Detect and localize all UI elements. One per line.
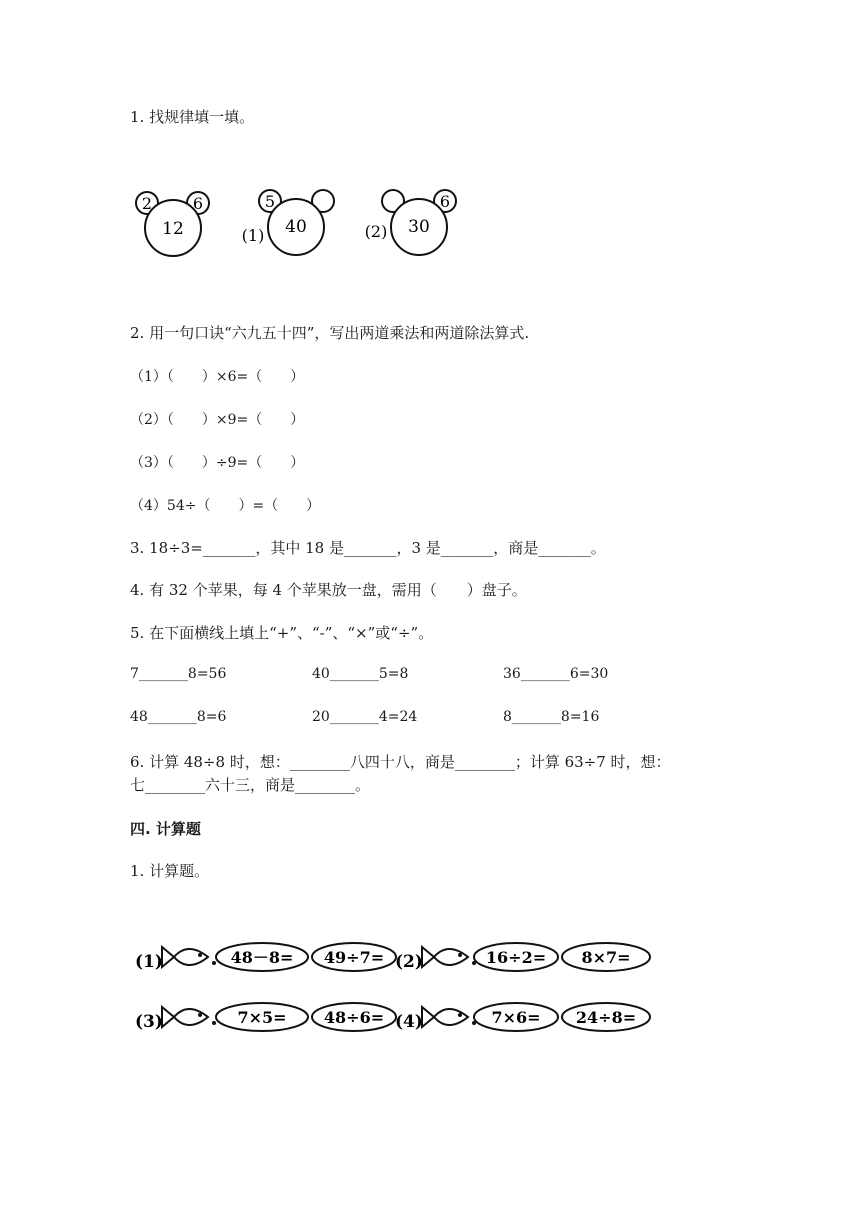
- section4-q1-title: 1. 计算题。: [130, 862, 210, 880]
- fish-calculation-figure: [130, 935, 655, 1035]
- fish-icon: [422, 947, 476, 967]
- bear-figure-1: [136, 192, 209, 256]
- q2-item-4: （4）54÷（ ）=（ ）: [130, 498, 321, 514]
- fish-eq-4a: 7×6=: [491, 1008, 541, 1027]
- fish-eq-3a: 7×5=: [237, 1008, 287, 1027]
- fish-label-1: (1): [135, 952, 163, 972]
- bear1-right-value: 6: [192, 194, 204, 213]
- q5-eq-1: 7_______8=56: [130, 666, 227, 682]
- q1-title: 1. 找规律填一填。: [130, 108, 255, 126]
- q1-bear-figures: [125, 185, 475, 265]
- bear3-center-value: 30: [408, 217, 430, 237]
- q5-eq-6: 8_______8=16: [503, 709, 600, 725]
- q2-item-2: （2）（ ）×9=（ ）: [130, 412, 305, 428]
- fish-row-2: [135, 1003, 650, 1032]
- bear-figure-3: [365, 190, 456, 255]
- fish-eq-1b: 49÷7=: [323, 948, 385, 967]
- q4-text: 4. 有 32 个苹果，每 4 个苹果放一盘，需用（ ）盘子。: [130, 581, 527, 599]
- bear2-left-value: 5: [264, 192, 276, 211]
- bear3-right-value: 6: [439, 192, 451, 211]
- fish-row-1: [135, 943, 650, 972]
- q5-eq-5: 20_______4=24: [312, 709, 418, 725]
- bear3-label: (2): [364, 222, 388, 241]
- q2-title: 2. 用一句口诀“六九五十四”，写出两道乘法和两道除法算式.: [130, 324, 530, 342]
- fish-label-3: (3): [135, 1012, 163, 1032]
- fish-eq-2b: 8×7=: [581, 948, 631, 967]
- q5-eq-2: 40_______5=8: [312, 666, 409, 682]
- bear2-center-value: 40: [285, 217, 307, 237]
- q2-item-3: （3）（ ）÷9=（ ）: [130, 455, 305, 471]
- fish-eq-2a: 16÷2=: [485, 948, 547, 967]
- fish-eq-3b: 48÷6=: [323, 1008, 385, 1027]
- q5-eq-4: 48_______8=6: [130, 709, 227, 725]
- fish-icon: [422, 1007, 476, 1027]
- fish-eq-1a: 48－8=: [230, 948, 294, 967]
- q3-text: 3. 18÷3=_______，其中 18 是_______，3 是_______，商是_______。: [130, 539, 606, 557]
- fish-icon: [162, 947, 216, 967]
- q2-item-1: （1）（ ）×6=（ ）: [130, 369, 305, 385]
- section4-heading: 四. 计算题: [130, 820, 201, 838]
- fish-label-4: (4): [395, 1012, 423, 1032]
- q5-title: 5. 在下面横线上填上“+”、“-”、“×”或“÷”。: [130, 624, 434, 642]
- bear2-label: (1): [241, 226, 265, 245]
- fish-icon: [162, 1007, 216, 1027]
- fish-eq-4b: 24÷8=: [575, 1008, 637, 1027]
- fish-label-2: (2): [395, 952, 423, 972]
- q6-line-1: 6. 计算 48÷8 时，想：________八四十八，商是________；计算 63÷7 时，想：: [130, 753, 671, 771]
- bear1-left-value: 2: [141, 194, 153, 213]
- q5-eq-3: 36_______6=30: [503, 666, 609, 682]
- bear1-center-value: 12: [162, 219, 184, 239]
- q6-line-2: 七________六十三，商是________。: [130, 776, 371, 794]
- bear-figure-2: [242, 190, 334, 255]
